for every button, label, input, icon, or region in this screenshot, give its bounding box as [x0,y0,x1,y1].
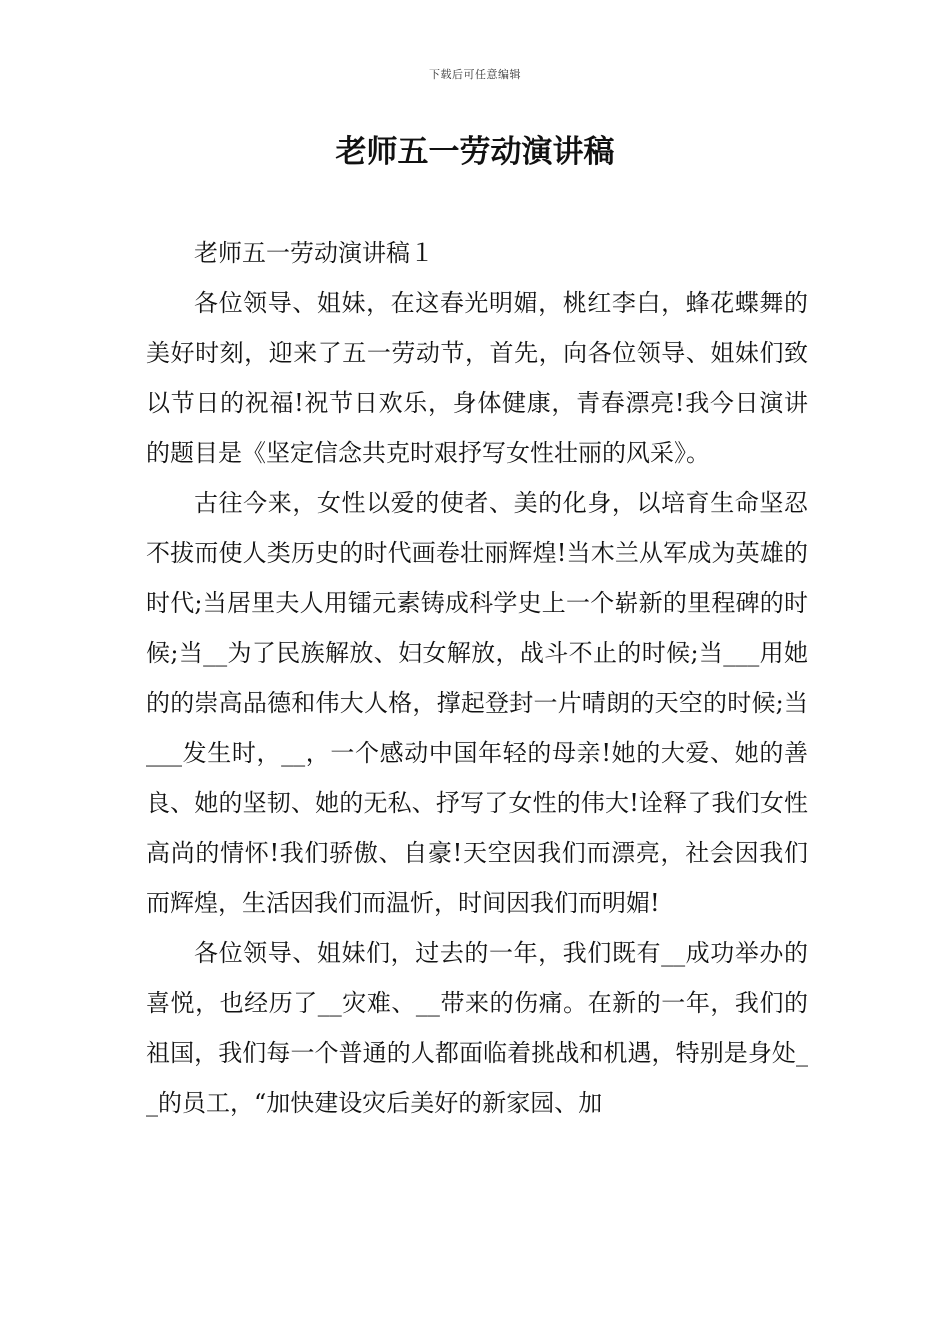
section-subtitle: 老师五一劳动演讲稿１ [194,239,434,267]
page-title: 老师五一劳动演讲稿 [335,134,615,170]
paragraph: 古往今来，女性以爱的使者、美的化身，以培育生命坚忍不拔而使人类历史的时代画卷壮丽辉煌!当木兰从军成为英雄的时代;当居里夫人用镭元素铸成科学史上一个崭新的里程碑的时候;当__为了民族解放、妇女解放，战斗不止的时候;当___用她的的崇高品德和伟大人格，撑起登封一片晴朗的天空的时候;当___发生时，__，一个感动中国年轻的母亲!她的大爱、她的善良、她的坚韧、她的无私、抒写了女性的伟大!诠释了我们女性高尚的情怀!我们骄傲、自豪!天空因我们而漂亮，社会因我们而辉煌，生活因我们而温忻，时间因我们而明媚! [146,489,808,917]
paragraph: 各位领导、姐妹，在这春光明媚，桃红李白，蜂花蝶舞的美好时刻，迎来了五一劳动节，首先，向各位领导、姐妹们致以节日的祝福!祝节日欢乐，身体健康，青春漂亮!我今日演讲的题目是《坚定信念共克时艰抒写女性壮丽的风采》。 [146,289,808,467]
header-note: 下载后可任意编辑 [429,68,521,81]
paragraph: 各位领导、姐妹们，过去的一年，我们既有__成功举办的喜悦，也经历了__灾难、__带来的伤痛。在新的一年，我们的祖国，我们每一个普通的人都面临着挑战和机遇，特别是身处__的员工，“加快建设灾后美好的新家园、加 [146,939,808,1117]
document-body [146,228,808,1128]
